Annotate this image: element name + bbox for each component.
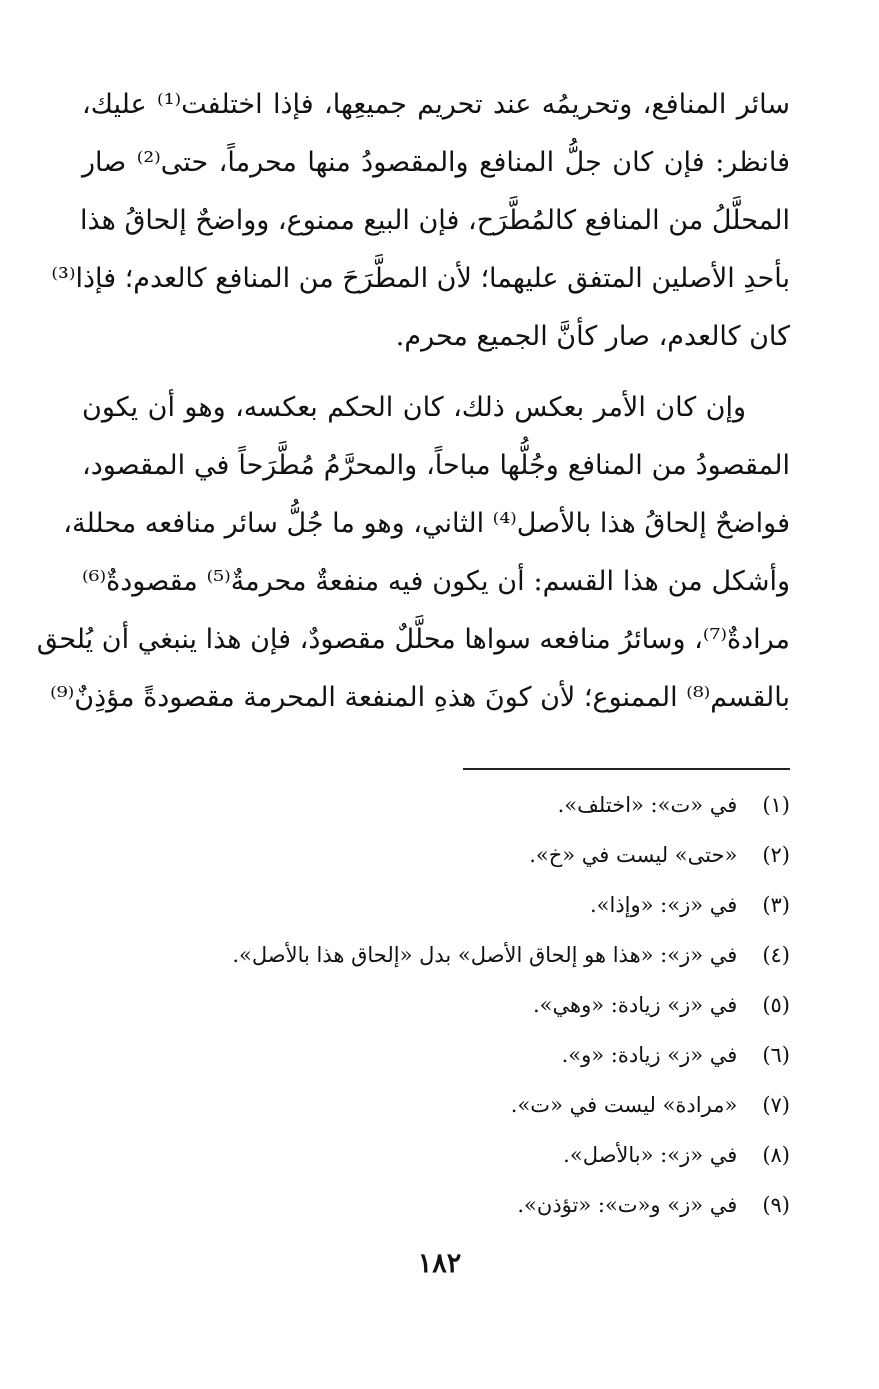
footnote-item (150, 880, 790, 930)
footnote-number: (٩) (762, 1193, 790, 1217)
text-line: كان كالعدم، صار كأنَّ الجميع محرم. (395, 321, 790, 352)
main-text-block (36, 76, 790, 727)
paragraph-gap (82, 366, 790, 379)
footnote-item (150, 980, 790, 1030)
footnote-number: (٨) (762, 1143, 790, 1167)
footnote-text: في «ز» و«ت»: «تؤذن». (517, 1193, 738, 1217)
footnote-number: (٥) (762, 993, 790, 1017)
text-line: فواضحٌ إلحاقُ هذا بالأصل⁽⁴⁾ الثاني، وهو ما جُلُّ سائر منافعه محللة، (63, 508, 790, 539)
footnote-text: في «ت»: «اختلف». (557, 793, 738, 817)
footnote-divider (463, 768, 790, 770)
footnote-item (150, 930, 790, 980)
footnote-number: (٦) (762, 1043, 790, 1067)
text-line: المقصودُ من المنافع وجُلُّها مباحاً، والمحرَّمُ مُطَّرَحاً في المقصود، (82, 450, 790, 481)
footnote-number: (٤) (762, 943, 790, 967)
text-line: بأحدِ الأصلين المتفق عليهما؛ لأن المطَّرَحَ من المنافع كالعدم؛ فإذا⁽³⁾ (51, 263, 790, 294)
footnote-item (150, 780, 790, 830)
text-line: فانظر: فإن كان جلُّ المنافع والمقصودُ منها محرماً، حتى⁽²⁾ صار (82, 147, 790, 178)
footnote-item (150, 1080, 790, 1130)
footnote-text: في «ز» زيادة: «وهي». (533, 993, 738, 1017)
footnote-item (150, 1130, 790, 1180)
footnote-number: (٣) (762, 893, 790, 917)
text-line: وأشكل من هذا القسم: أن يكون فيه منفعةٌ محرمةٌ⁽⁵⁾ مقصودةٌ⁽⁶⁾ (82, 566, 790, 597)
footnote-text: في «ز»: «وإذا». (589, 893, 738, 917)
footnote-number: (١) (762, 793, 790, 817)
footnote-item (150, 1180, 790, 1230)
footnote-item (150, 830, 790, 880)
text-line: سائر المنافع، وتحريمُه عند تحريم جميعِها، فإذا اختلفت⁽¹⁾ عليك، (82, 89, 790, 120)
footnote-text: في «ز»: «هذا هو إلحاق الأصل» بدل «إلحاق هذا بالأصل». (232, 943, 738, 967)
footnotes-list (150, 780, 790, 1230)
footnote-text: «حتى» ليست في «خ». (529, 843, 738, 867)
text-line: وإن كان الأمر بعكس ذلك، كان الحكم بعكسه، وهو أن يكون (82, 392, 746, 423)
text-line: مرادةٌ⁽⁷⁾، وسائرُ منافعه سواها محلَّلٌ مقصودٌ، فإن هذا ينبغي أن يُلحق (36, 624, 790, 655)
text-line: بالقسم⁽⁸⁾ الممنوع؛ لأن كونَ هذهِ المنفعة المحرمة مقصودةً مؤذِنٌ⁽⁹⁾ (50, 682, 790, 713)
footnote-item (150, 1030, 790, 1080)
page-number: ١٨٢ (417, 1248, 462, 1279)
footnote-text: في «ز»: «بالأصل». (563, 1143, 738, 1167)
footnote-number: (٧) (762, 1093, 790, 1117)
footnote-text: في «ز» زيادة: «و». (561, 1043, 738, 1067)
footnote-number: (٢) (762, 843, 790, 867)
footnote-text: «مرادة» ليست في «ت». (510, 1093, 738, 1117)
text-line: المحلَّلُ من المنافع كالمُطَّرَح، فإن البيع ممنوع، وواضحٌ إلحاقُ هذا (79, 205, 790, 236)
